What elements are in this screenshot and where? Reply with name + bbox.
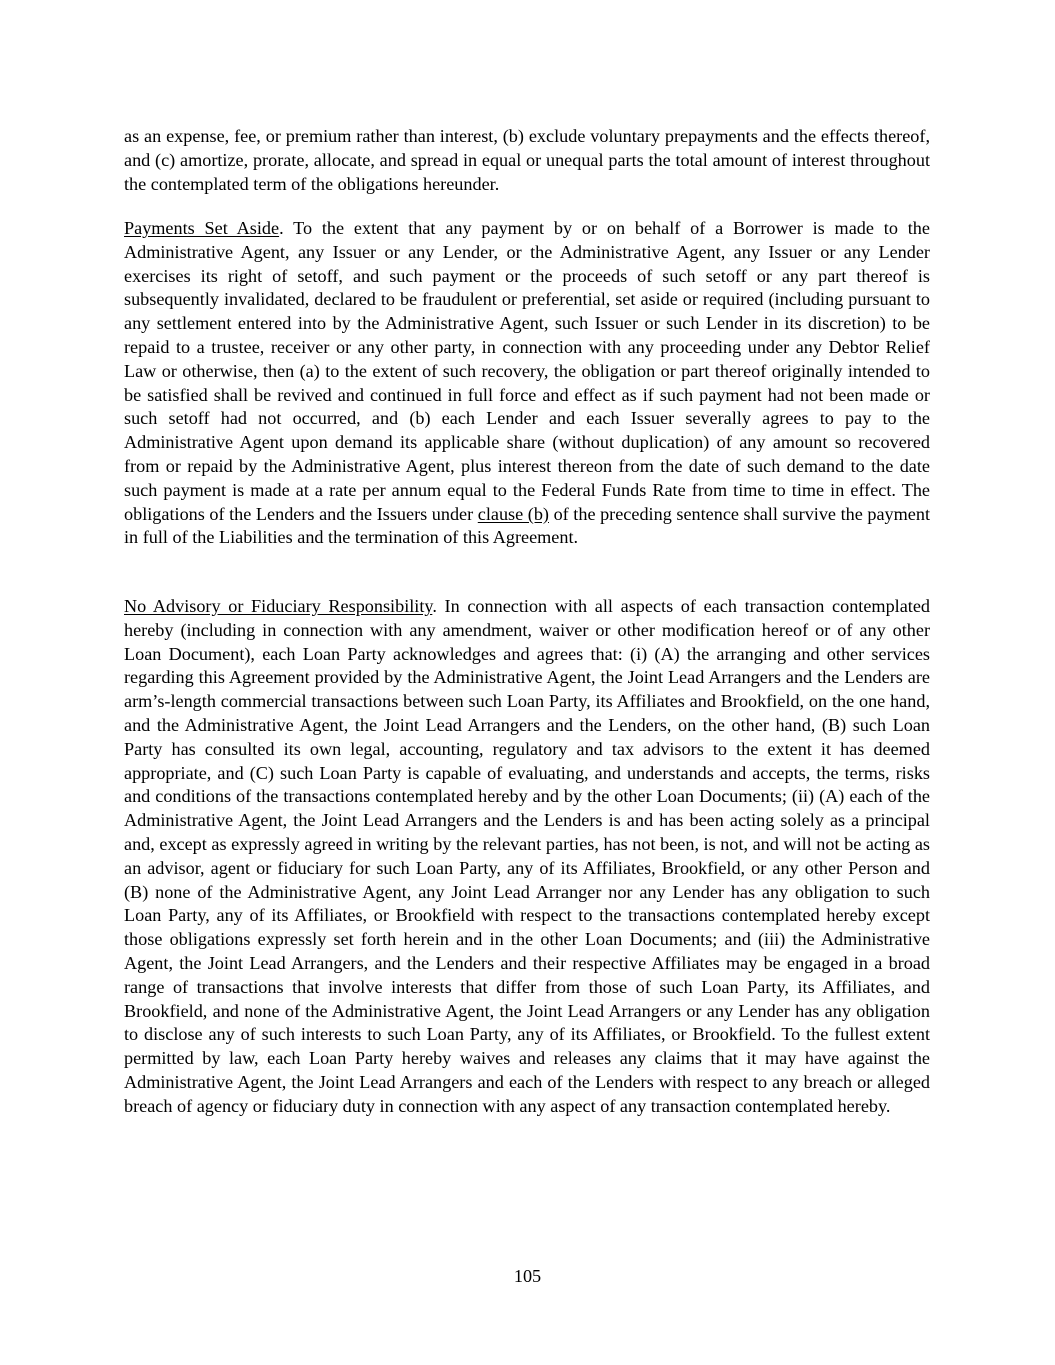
- page-number: 105: [513, 1266, 542, 1286]
- section-heading-payments-set-aside: Payments Set Aside: [124, 218, 280, 238]
- paragraph-no-advisory: [124, 595, 930, 1119]
- paragraph-payments-set-aside-body-2: of the preceding sentence shall survive the payment in full of the Liabilities and the termination of this Agreement.: [124, 503, 930, 548]
- paragraph-no-advisory-body: . In connection with all aspects of each transaction contemplated hereby (including in connection with any amendment, waiver or other modification hereof or of any other Loan Document), each Loan Party acknowledges and agrees that: (i) (A) the arranging and other services regarding this Agreement provided by the Administrative Agent, the Joint Lead Arrangers and the Lenders are arm’s-length commercial transactions between such Loan Party, its Affiliates and Brookfield, on the one hand, and the Administrative Agent, the Joint Lead Arrangers and the Lenders, on the other hand, (B) such Loan Party has consulted its own legal, accounting, regulatory and tax advisors to the extent it has deemed appropriate, and (C) such Loan Party is capable of evaluating, and understands and accepts, the terms, risks and conditions of the transactions contemplated hereby and by the other Loan Documents; (ii) (A) each of the Administrative Agent, the Joint Lead Arrangers and the Lenders is and has been acting solely as a principal and, except as expressly agreed in writing by the relevant parties, has not been, is not, and will not be acting as an advisor, agent or fiduciary for such Loan Party, any of its Affiliates, Brookfield, or any other Person and (B) none of the Administrative Agent, any Joint Lead Arranger nor any Lender has any obligation to such Loan Party, any of its Affiliates, or Brookfield with respect to the transactions contemplated hereby except those obligations expressly set forth herein and in the other Loan Documents; and (iii) the Administrative Agent, the Joint Lead Arrangers, and the Lenders and their respective Affiliates may be engaged in a broad range of transactions that involve interests that differ from those of such Loan Party, its Affiliates, and Brookfield, and none of the Administrative Agent, the Joint Lead Arrangers or any Lender has any obligation to disclose any of such interests to such Loan Party, any of its Affiliates, or Brookfield. To the fullest extent permitted by law, each Loan Party hereby waives and releases any claims that it may have against the Administrative Agent, the Joint Lead Arrangers and each of the Lenders with respect to any breach or alleged breach of agency or fiduciary duty in connection with any aspect of any transaction contemplated hereby.: [124, 596, 931, 1116]
- paragraph-continuation: [124, 125, 930, 196]
- section-heading-no-advisory: No Advisory or Fiduciary Responsibility: [124, 596, 433, 616]
- paragraph-payments-set-aside: [124, 217, 930, 550]
- paragraph-continuation-text: as an expense, fee, or premium rather than interest, (b) exclude voluntary prepayments and the effects thereof, and (c) amortize, prorate, allocate, and spread in equal or unequal parts the total amount of interest throughout the contemplated term of the obligations hereunder.: [124, 126, 930, 194]
- paragraph-payments-set-aside-body-1: . To the extent that any payment by or on behalf of a Borrower is made to the Administrative Agent, any Issuer or any Lender, or the Administrative Agent, any Issuer or any Lender exercises its right of setoff, and such payment or the proceeds of such setoff or any part thereof is subsequently invalidated, declared to be fraudulent or preferential, set aside or required (including pursuant to any settlement entered into by the Administrative Agent, such Issuer or such Lender in its discretion) to be repaid to a trustee, receiver or any other party, in connection with any proceeding under any Debtor Relief Law or otherwise, then (a) to the extent of such recovery, the obligation or part thereof originally intended to be satisfied shall be revived and continued in full force and effect as if such payment had not been made or such setoff had not occurred, and (b) each Lender and each Issuer severally agrees to pay to the Administrative Agent upon demand its applicable share (without duplication) of any amount so recovered from or repaid by the Administrative Agent, plus interest thereon from the date of such demand to the date such payment is made at a rate per annum equal to the Federal Funds Rate from time to time in effect. The obligations of the Lenders and the Issuers under: [124, 218, 930, 524]
- clause-reference: clause (b): [477, 503, 549, 524]
